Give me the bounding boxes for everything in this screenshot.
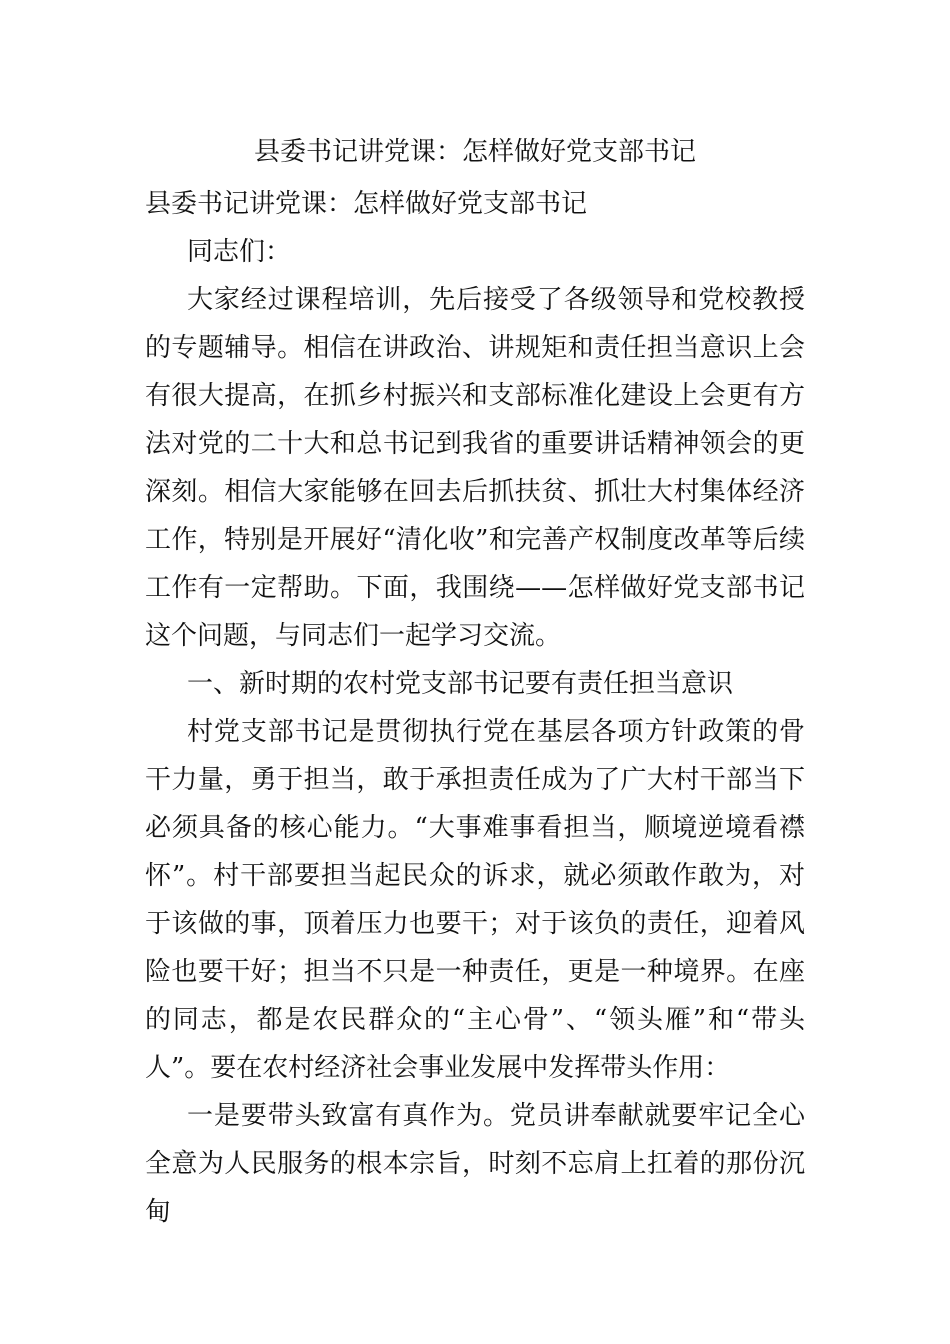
document-body (145, 180, 805, 1236)
greeting: 同志们： (187, 237, 292, 267)
document-title: 县委书记讲党课：怎样做好党支部书记 (253, 137, 696, 167)
document-subtitle: 县委书记讲党课：怎样做好党支部书记 (145, 189, 588, 219)
paragraph-intro: 大家经过课程培训，先后接受了各级领导和党校教授的专题辅导。相信在讲政治、讲规矩和责任担当意识上会有很大提高，在抓乡村振兴和支部标准化建设上会更有方法对党的二十大和总书记到我省的重要讲话精神领会的更深刻。相信大家能够在回去后抓扶贫、抓壮大村集体经济工作，特别是开展好“清化收”和完善产权制度改革等后续工作有一定帮助。下面，我围绕——怎样做好党支部书记这个问题，与同志们一起学习交流。 (145, 285, 805, 651)
section-heading-1: 一、新时期的农村党支部书记要有责任担当意识 (187, 669, 734, 699)
paragraph-point-1: 一是要带头致富有真作为。党员讲奉献就要牢记全心全意为人民服务的根本宗旨，时刻不忘肩上扛着的那份沉甸 (145, 1101, 805, 1227)
paragraph-responsibility: 村党支部书记是贯彻执行党在基层各项方针政策的骨干力量，勇于担当，敢于承担责任成为了广大村干部当下必须具备的核心能力。“大事难事看担当，顺境逆境看襟怀”。村干部要担当起民众的诉求，就必须敢作敢为，对于该做的事，顶着压力也要干；对于该负的责任，迎着风险也要干好；担当不只是一种责任，更是一种境界。在座的同志，都是农民群众的“主心骨”、“领头雁”和“带头人”。要在农村经济社会事业发展中发挥带头作用： (145, 717, 805, 1083)
